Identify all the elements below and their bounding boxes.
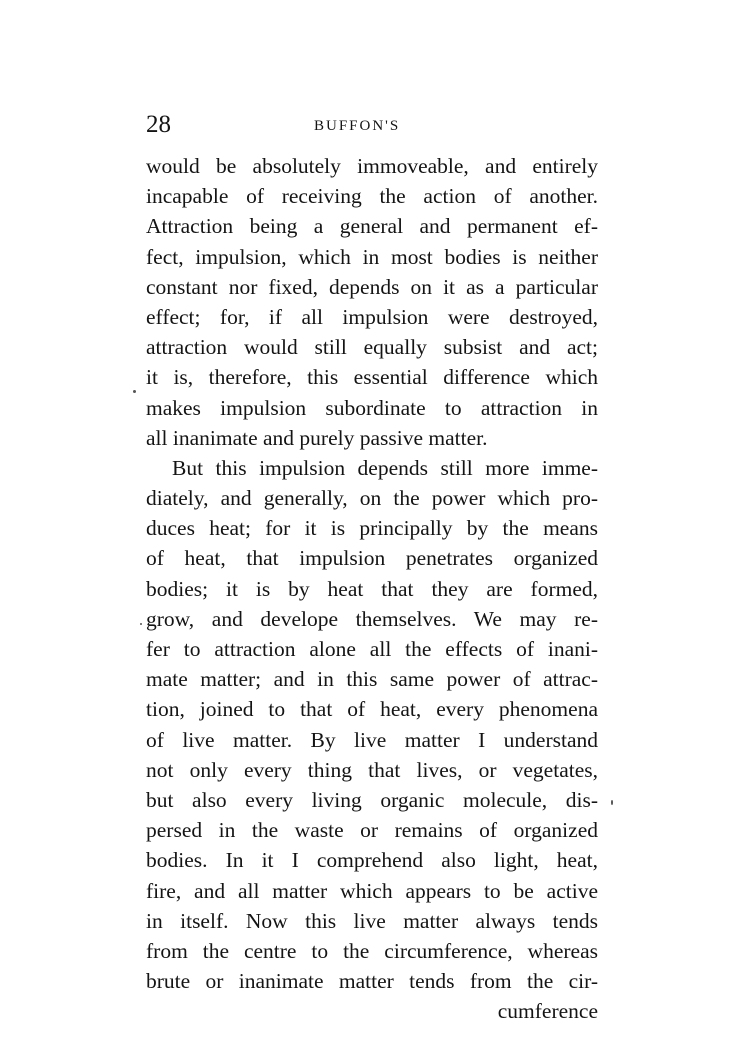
text-line: grow, and develope themselves. We may re- bbox=[146, 606, 598, 631]
text-line: makes impulsion subordinate to attraction in bbox=[146, 395, 598, 420]
text-line: from the centre to the circumference, whereas bbox=[146, 938, 598, 963]
page-number: 28 bbox=[146, 111, 171, 138]
text-line: bodies. In it I comprehend also light, heat, bbox=[146, 848, 598, 873]
text-line: Attraction being a general and permanent ef- bbox=[146, 214, 598, 239]
text-line: persed in the waste or remains of organized bbox=[146, 818, 598, 843]
ink-speck bbox=[133, 390, 136, 393]
text-line: of live matter. By live matter I understand bbox=[146, 727, 598, 752]
text-line: incapable of receiving the action of another. bbox=[146, 184, 598, 209]
text-line: fire, and all matter which appears to be active bbox=[146, 878, 598, 903]
text-line: But this impulsion depends still more imme- bbox=[172, 455, 598, 480]
text-line: diately, and generally, on the power which pro- bbox=[146, 486, 598, 511]
running-title: BUFFON'S bbox=[314, 118, 401, 134]
catchword: cumference bbox=[497, 999, 598, 1024]
text-line: bodies; it is by heat that they are formed, bbox=[146, 576, 598, 601]
running-head bbox=[146, 110, 598, 140]
text-line: not only every thing that lives, or vegetates, bbox=[146, 757, 598, 782]
text-line: would be absolutely immoveable, and entirely bbox=[146, 154, 598, 178]
text-line: fect, impulsion, which in most bodies is neither bbox=[146, 244, 598, 269]
text-line: mate matter; and in this same power of attrac- bbox=[146, 667, 598, 692]
ink-speck bbox=[611, 800, 613, 805]
text-line: effect; for, if all impulsion were destroyed, bbox=[146, 304, 598, 329]
ink-speck bbox=[140, 623, 142, 625]
text-line: constant nor fixed, depends on it as a particular bbox=[146, 274, 598, 299]
text-line: it is, therefore, this essential difference which bbox=[146, 365, 598, 390]
text-line: brute or inanimate matter tends from the cir- bbox=[146, 969, 598, 994]
text-line: tion, joined to that of heat, every phenomena bbox=[146, 697, 598, 722]
text-line: duces heat; for it is principally by the means bbox=[146, 516, 598, 541]
text-line: in itself. Now this live matter always tends bbox=[146, 908, 598, 933]
text-line: of heat, that impulsion penetrates organized bbox=[146, 546, 598, 571]
text-line: fer to attraction alone all the effects of inani- bbox=[146, 637, 598, 661]
body-text bbox=[146, 151, 598, 1026]
text-line: attraction would still equally subsist and act; bbox=[146, 335, 598, 360]
text-line: all inanimate and purely passive matter. bbox=[146, 425, 488, 450]
text-line: but also every living organic molecule, dis- bbox=[146, 787, 598, 812]
